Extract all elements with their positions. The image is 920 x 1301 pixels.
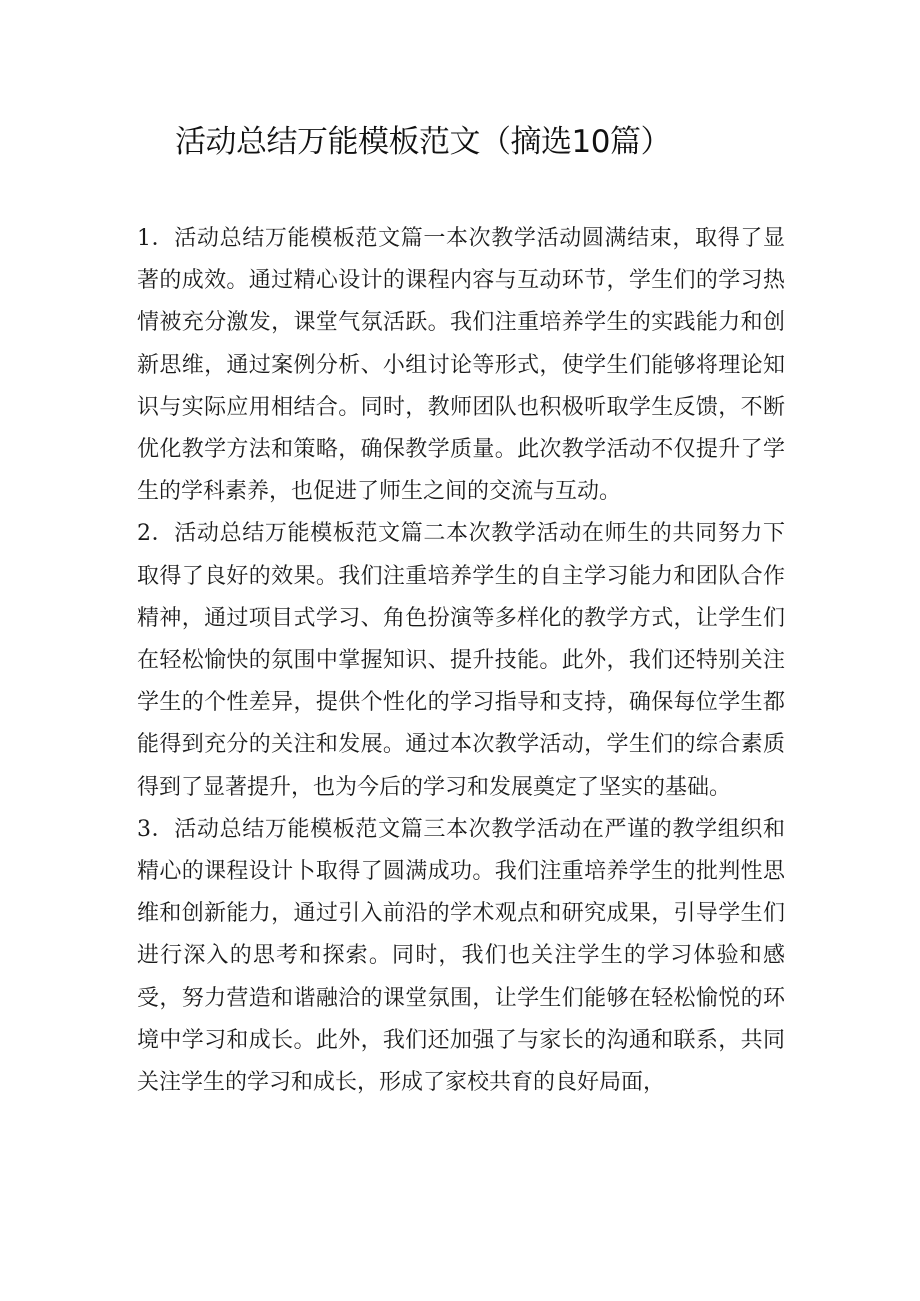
paragraph-1: 1．活动总结万能模板范文篇一本次教学活动圆满结束，取得了显著的成效。通过精心设计的课程内容与互动环节，学生们的学习热情被充分激发，课堂气氛活跃。我们注重培养学生的实践能力和创新思维，通过案例分析、小组讨论等形式，使学生们能够将理论知识与实际应用相结合。同时，教师团队也积极听取学生反馈，不断优化教学方法和策略，确保教学质量。此次教学活动不仅提升了学生的学科素养，也促进了师生之间的交流与互动。 (137, 226, 785, 505)
document-title: 活动总结万能模板范文（摘选10篇） (175, 124, 671, 160)
paragraph-2: 2．活动总结万能模板范文篇二本次教学活动在师生的共同努力下取得了良好的效果。我们注重培养学生的自主学习能力和团队合作精神，通过项目式学习、角色扮演等多样化的教学方式，让学生们在轻松愉快的氛围中掌握知识、提升技能。此外，我们还特别关注学生的个性差异，提供个性化的学习指导和支持，确保每位学生都能得到充分的关注和发展。通过本次教学活动，学生们的综合素质得到了显著提升，也为今后的学习和发展奠定了坚实的基础。 (137, 521, 785, 800)
document-body (137, 218, 785, 1104)
paragraph-3: 3．活动总结万能模板范文篇三本次教学活动在严谨的教学组织和精心的课程设计卜取得了圆满成功。我们注重培养学生的批判性思维和创新能力，通过引入前沿的学术观点和研究成果，引导学生们进行深入的思考和探索。同时，我们也关注学生的学习体验和感受，努力营造和谐融洽的课堂氛围，让学生们能够在轻松愉悦的环境中学习和成长。此外，我们还加强了与家长的沟通和联系，共同关注学生的学习和成长，形成了家校共育的良好局面， (137, 816, 785, 1096)
